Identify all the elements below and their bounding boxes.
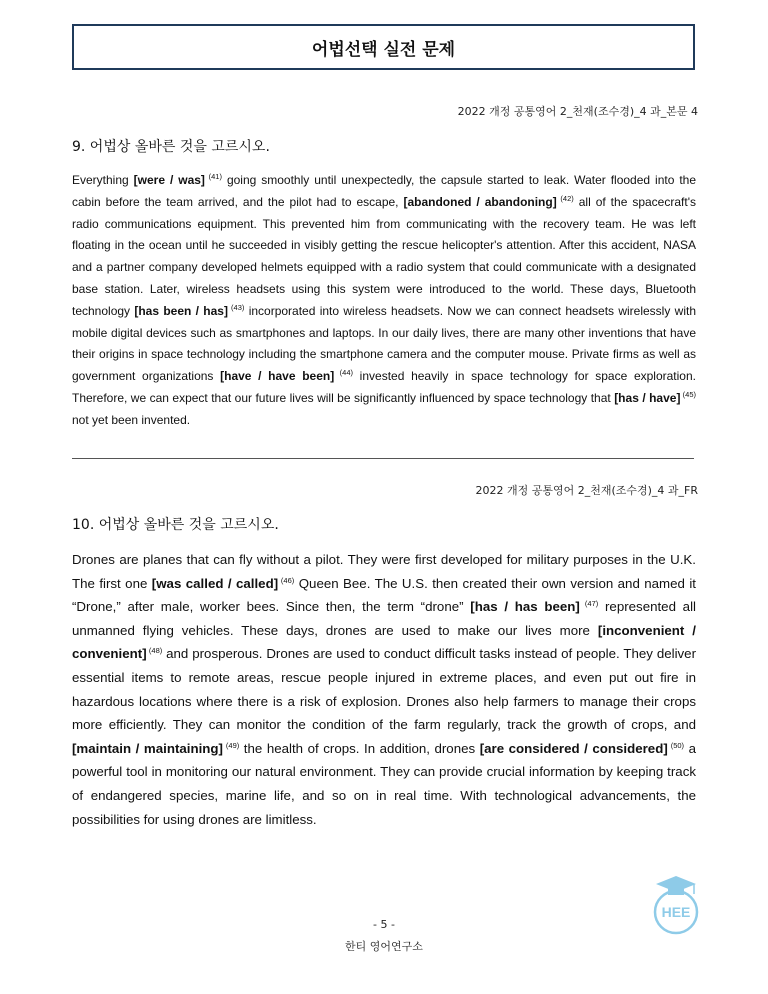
answer-choice: [has / has been] bbox=[470, 599, 580, 615]
blank-number: (45) bbox=[680, 389, 696, 399]
blank-number: (41) bbox=[204, 172, 222, 181]
answer-choice: [maintain / maintaining] bbox=[72, 740, 223, 756]
passage-text: not yet been invented. bbox=[72, 412, 191, 427]
blank-number: (46) bbox=[278, 575, 295, 585]
blank-number: (43) bbox=[227, 302, 245, 312]
blank-number: (50) bbox=[667, 740, 685, 750]
passage-10 bbox=[72, 548, 696, 831]
answer-choice: [have / have been] bbox=[220, 369, 335, 384]
blank-number: (48) bbox=[146, 646, 163, 656]
answer-choice: [inconvenient / convenient] bbox=[72, 622, 696, 662]
answer-choice: [abandoned / abandoning] bbox=[403, 194, 557, 209]
blank-number: (44) bbox=[334, 368, 353, 378]
passage-9 bbox=[72, 170, 696, 432]
answer-choice: [are considered / considered] bbox=[479, 740, 668, 756]
question-9: 9. 어법상 올바른 것을 고르시오. bbox=[72, 139, 270, 155]
passage-text: represented all unmanned flying vehicles. These days, drones are used to make our lives more bbox=[72, 599, 696, 638]
question-10: 10. 어법상 올바른 것을 고르시오. bbox=[72, 517, 279, 533]
hee-logo bbox=[648, 872, 704, 936]
page-title bbox=[72, 24, 695, 70]
passage-text: a powerful tool in monitoring our natural environment. They can provide crucial information by keeping track of endangered species, marine life, and so on in real time. With technological advancements, the possibilities for using drones are limitless. bbox=[72, 740, 696, 827]
passage-text: and prosperous. Drones are used to conduct difficult tasks instead of people. They deliver essential items to remote areas, rescue people injured in extreme places, and even put out fire in hazardous locations where there is a risk of explosion. Drones also help farmers to manage their crops more efficiently. They can monitor the condition of the farm regularly, track the growth of crops, and bbox=[72, 646, 696, 733]
logo-text: HEE bbox=[661, 904, 691, 920]
source-label-2: 2022 개정 공통영어 2_천재(조수경)_4 과_FR bbox=[475, 484, 698, 497]
blank-number: (49) bbox=[222, 740, 240, 750]
passage-text: invested heavily in space technology for space exploration. Therefore, we can expect that our future lives will be significantly influenced by space technology that bbox=[72, 369, 696, 405]
passage-text: incorporated into wireless headsets. Now we can connect headsets wirelessly with mobile digital devices such as smartphones and laptops. In our daily lives, there are many other inventions that have their origins in space technology including the smartphone camera and the computer mouse. Private firms as well as government organizations bbox=[72, 303, 696, 384]
passage-text: Queen Bee. The U.S. then created their own version and named it “Drone,” after male, worker bees. Since then, the term “drone” bbox=[72, 575, 696, 615]
source-label-1: 2022 개정 공통영어 2_천재(조수경)_4 과_본문 4 bbox=[457, 105, 698, 118]
blank-number: (47) bbox=[579, 599, 599, 609]
passage-text: all of the spacecraft's radio communications equipment. This prevented him from communicating with the recovery team. He was left floating in the ocean until he succeeded in visibly getting the rescue helicopter's attention. After this accident, NASA and a partner company developed helmets equipped with a radio system that could communicate with a designated base station. Later, wireless headsets using this system were introduced to the world. These days, Bluetooth technology bbox=[72, 194, 696, 318]
page-title-text: 어법선택 실전 문제 bbox=[311, 39, 456, 60]
answer-choice: [has been / has] bbox=[134, 303, 228, 318]
passage-text: Everything bbox=[72, 173, 134, 187]
section-divider bbox=[72, 458, 694, 459]
answer-choice: [was called / called] bbox=[151, 575, 279, 591]
answer-choice: [were / was] bbox=[133, 173, 205, 187]
passage-text: Drones are planes that can fly without a pilot. They were first developed for military purposes in the U.K. The first one bbox=[72, 552, 696, 591]
footer-organization: 한티 영어연구소 bbox=[345, 940, 423, 953]
passage-text: the health of crops. In addition, drones bbox=[239, 740, 480, 756]
passage-text: going smoothly until unexpectedly, the capsule started to leak. Water flooded into the cabin before the team arrived, and the pilot had to escape, bbox=[72, 173, 697, 209]
page-number: - 5 - bbox=[373, 918, 395, 931]
answer-choice: [has / have] bbox=[614, 390, 681, 405]
blank-number: (42) bbox=[556, 193, 574, 203]
